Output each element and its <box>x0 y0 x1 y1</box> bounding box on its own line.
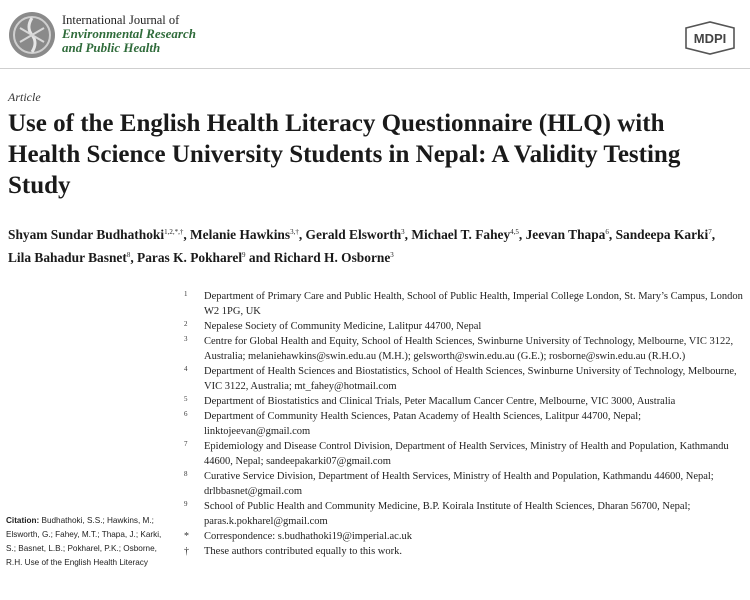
author-separator: , <box>183 227 191 242</box>
affiliation-text: Department of Community Health Sciences, Patan Academy of Health Sciences, Lalitpur 44700, Nepal; linktojeevan@gmail.com <box>204 411 642 437</box>
affiliation-text: These authors contributed equally to this work. <box>204 546 402 557</box>
affiliation-item <box>184 499 744 529</box>
affiliation-item <box>184 319 744 334</box>
author-separator: , <box>130 250 138 265</box>
affiliation-item <box>184 469 744 499</box>
affiliation-item <box>184 364 744 394</box>
author-name: Lila Bahadur Basnet <box>8 250 127 265</box>
affiliation-text: Curative Service Division, Department of Health Services, Ministry of Health and Population, Kathmandu 44600, Nepal; drlbbasnet@gmail.com <box>204 471 714 497</box>
citation-text: Budhathoki, S.S.; Hawkins, M.; Elsworth, G.; Fahey, M.T.; Thapa, J.; Karki, S.; Basnet, L.B.; Pokharel, P.K.; Osborne, R.H. Use of the English Health Literacy <box>6 516 162 567</box>
author-affiliation-marks: 3,† <box>290 228 299 236</box>
journal-title <box>62 13 196 55</box>
article-type: Article <box>8 90 41 104</box>
author-separator: , <box>298 227 306 242</box>
ijerph-logo-icon <box>6 10 58 60</box>
author-name: Shyam Sundar Budhathoki <box>8 227 165 242</box>
author-affiliation-marks: 3 <box>390 251 394 259</box>
affiliation-text: Epidemiology and Disease Control Division, Department of Health Services, Ministry of Health and Population, Kathmandu 44600, Nepal; sandeepakarki07@gmail.com <box>204 441 729 467</box>
author-name: Jeevan Thapa <box>525 227 606 242</box>
author-name: Gerald Elsworth <box>305 227 402 242</box>
author-name: Michael T. Fahey <box>411 227 511 242</box>
affiliation-marker: 3 <box>184 335 188 343</box>
affiliation-marker: 5 <box>184 395 188 403</box>
header-divider <box>0 68 750 69</box>
mdpi-logo <box>680 20 740 56</box>
affiliation-item <box>184 394 744 409</box>
author-affiliation-marks: 1,2,*,† <box>164 228 184 236</box>
author-separator: , <box>518 227 526 242</box>
author-separator: , <box>608 227 616 242</box>
author-name: Melanie Hawkins <box>190 227 291 242</box>
author-name: Richard H. Osborne <box>273 250 391 265</box>
mdpi-logo-text: MDPI <box>693 31 727 46</box>
author-affiliation-marks: 8 <box>126 251 131 259</box>
affiliation-marker: 7 <box>184 440 188 448</box>
author-name: Sandeepa Karki <box>615 227 709 242</box>
affiliation-marker: * <box>184 531 189 542</box>
author-affiliation-marks: 6 <box>605 228 609 236</box>
author-separator: , <box>404 227 412 242</box>
citation-label: Citation: <box>6 516 40 525</box>
affiliation-marker: † <box>184 546 189 557</box>
affiliation-item <box>184 529 744 544</box>
affiliation-list <box>184 289 744 559</box>
affiliation-item <box>184 439 744 469</box>
journal-title-line3: and Public Health <box>62 40 161 55</box>
author-affiliation-marks: 3 <box>401 228 405 236</box>
affiliation-marker: 4 <box>184 365 188 373</box>
affiliation-marker: 9 <box>184 500 188 508</box>
author-affiliation-marks: 7 <box>708 228 712 236</box>
affiliation-item <box>184 289 744 319</box>
affiliation-item <box>184 334 744 364</box>
affiliation-marker: 1 <box>184 290 188 298</box>
affiliation-text: Department of Primary Care and Public Health, School of Public Health, Imperial College London, St. Mary’s Campus, London W2 1PG, UK <box>204 291 743 317</box>
affiliation-text: Nepalese Society of Community Medicine, Lalitpur 44700, Nepal <box>204 321 482 332</box>
affiliation-text: Department of Biostatistics and Clinical Trials, Peter Macallum Cancer Centre, Melbourne, VIC 3000, Australia <box>204 396 676 407</box>
author-list <box>8 222 738 268</box>
affiliation-text: School of Public Health and Community Medicine, B.P. Koirala Institute of Health Sciences, Dharan 56700, Nepal; paras.k.pokharel@gmail.com <box>204 501 691 527</box>
author-separator: , <box>711 227 716 242</box>
affiliation-text: Department of Health Sciences and Biostatistics, School of Health Sciences, Swinburne University of Technology, Melbourne, VIC 3122, Australia; mt_fahey@hotmail.com <box>204 366 737 392</box>
article-title: Use of the English Health Literacy Questionnaire (HLQ) with Health Science University Students in Nepal: A Validity Testing Study <box>8 110 681 199</box>
affiliation-marker: 8 <box>184 470 188 478</box>
affiliation-marker: 6 <box>184 410 188 418</box>
journal-title-line2: Environmental Research <box>62 26 196 41</box>
author-separator: and <box>245 250 274 265</box>
author-affiliation-marks: 4,5 <box>510 228 519 236</box>
affiliation-text: Centre for Global Health and Equity, School of Health Sciences, Swinburne University of Technology, Melbourne, VIC 3122, Australia; melaniehawkins@swin.edu.au (M.H.); gelsworth@swin.edu.au (G.E.); rosborne@swin.edu.au (R.H.O.) <box>204 336 734 362</box>
author-name: Paras K. Pokharel <box>137 250 243 265</box>
journal-header <box>0 0 750 70</box>
journal-title-line1: International Journal of <box>62 13 180 27</box>
affiliation-item <box>184 409 744 439</box>
citation-box <box>6 514 166 570</box>
affiliation-item <box>184 544 744 559</box>
affiliation-text: Correspondence: s.budhathoki19@imperial.ac.uk <box>204 531 412 542</box>
affiliation-marker: 2 <box>184 320 188 328</box>
author-affiliation-marks: 9 <box>242 251 246 259</box>
